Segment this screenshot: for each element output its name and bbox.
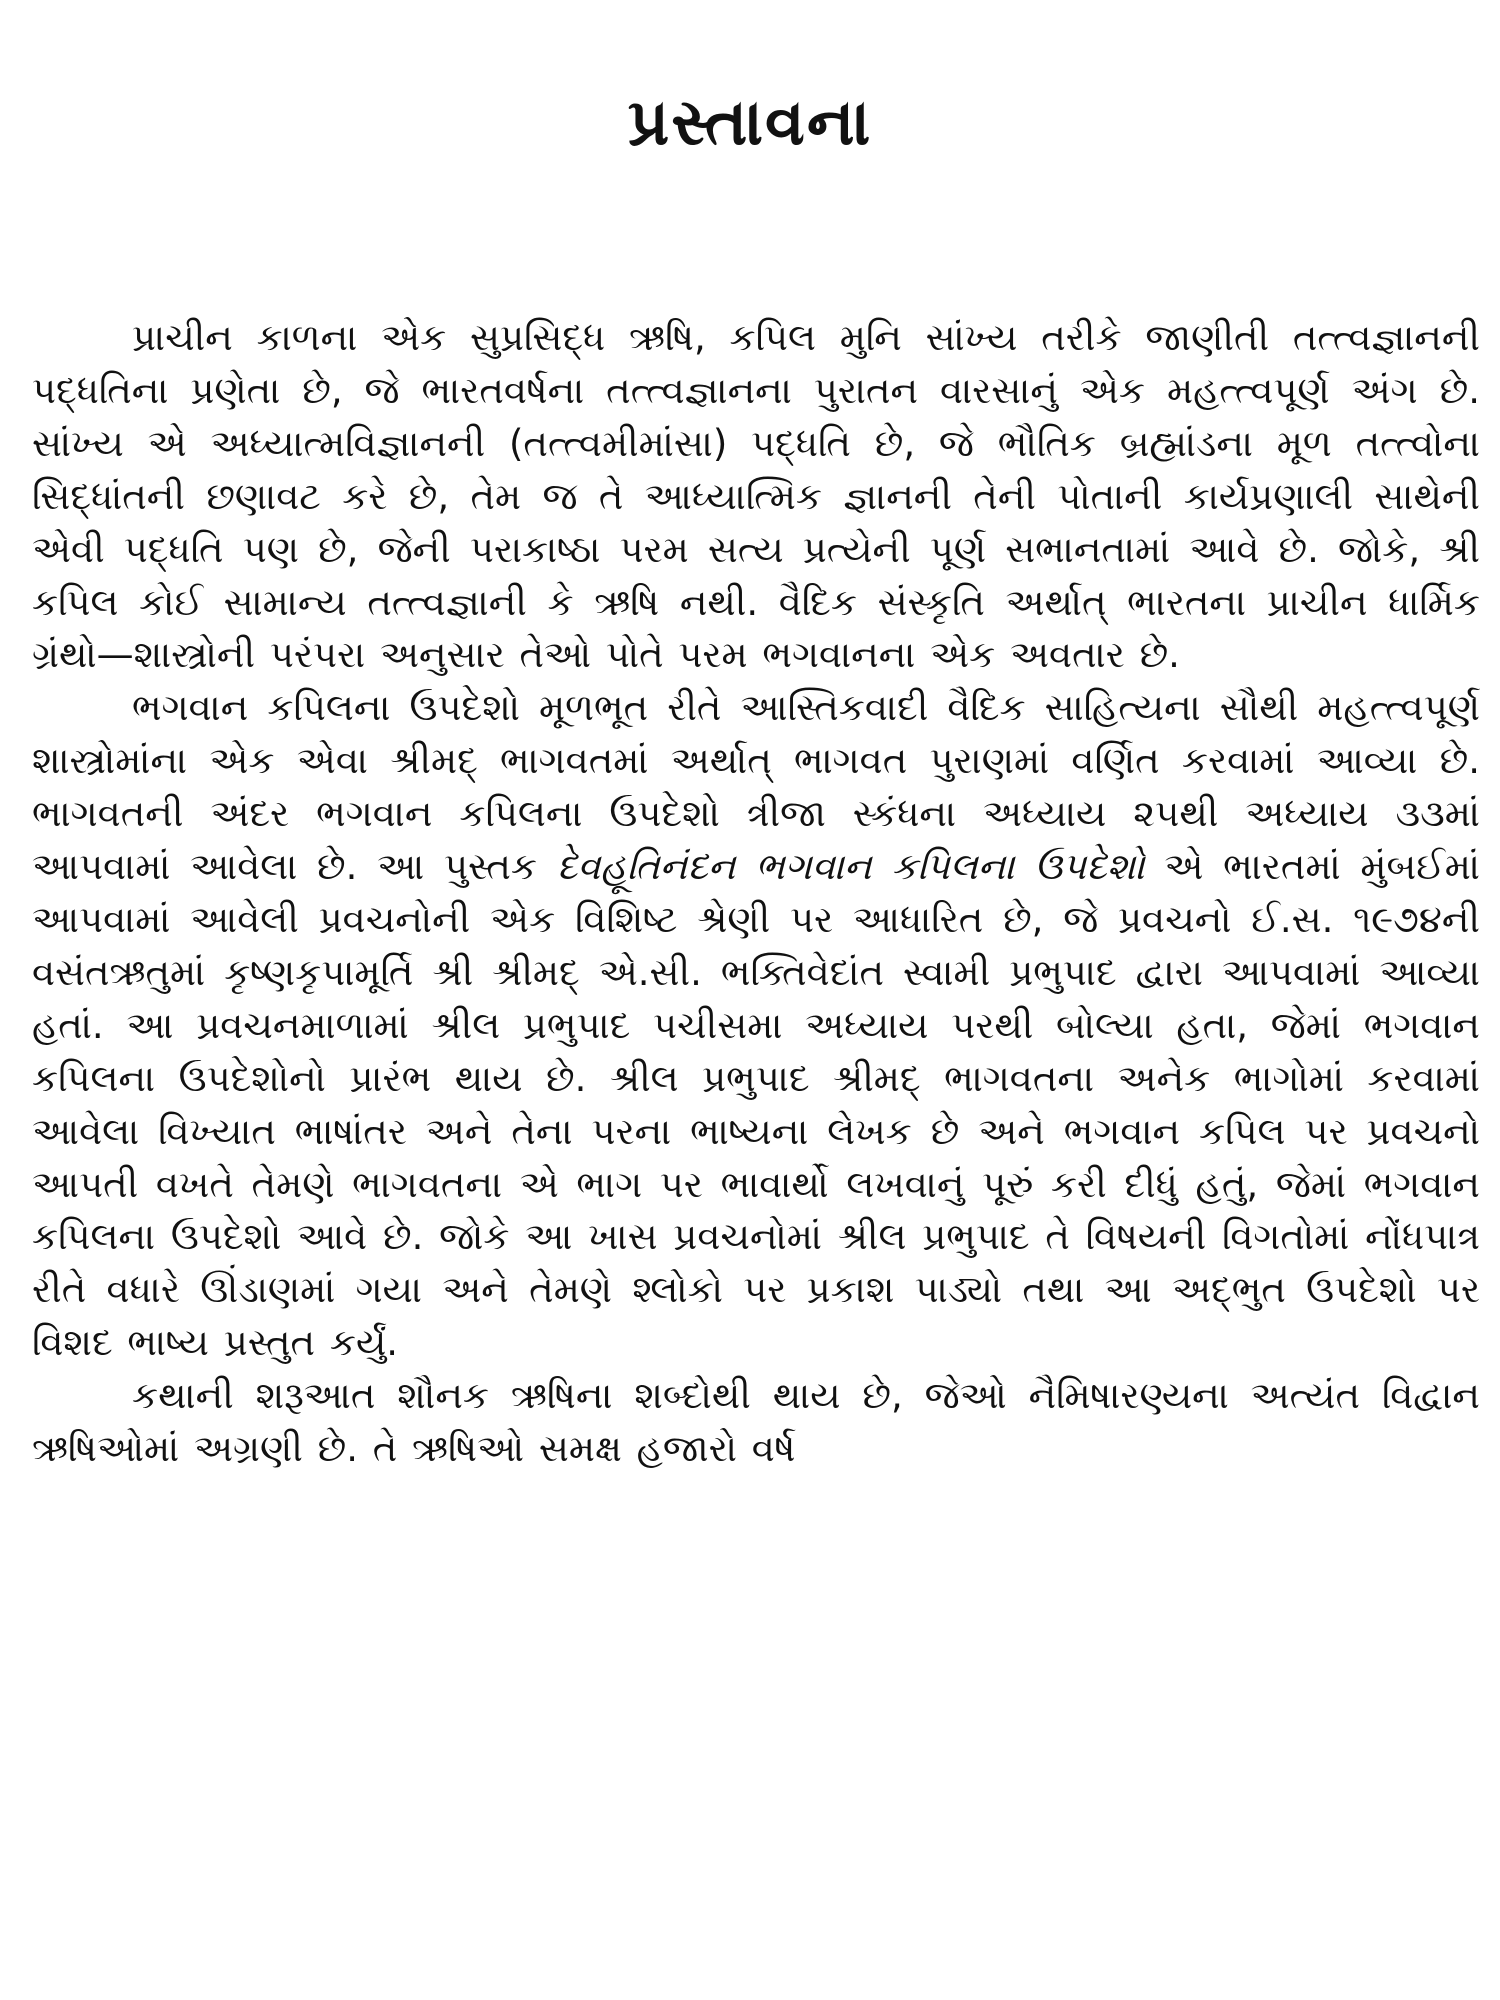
paragraph-1: પ્રાચીન કાળના એક સુપ્રસિદ્ધ ઋષિ, કપિલ મુનિ સાંખ્ય તરીકે જાણીતી તત્ત્વજ્ઞાનની પદ્ધતિના પ્રણેતા છે, જે ભારતવર્ષના તત્ત્વજ્ઞાનના પુરાતન વારસાનું એક મહત્ત્વપૂર્ણ અંગ છે. સાંખ્ય એ અધ્યાત્મવિજ્ઞાનની (તત્ત્વમીમાંસા) પદ્ધતિ છે, જે ભૌતિક બ્રહ્માંડના મૂળ તત્ત્વોના સિદ્ધાંતની છણાવટ કરે છે, તેમ જ તે આધ્યાત્મિક જ્ઞાનની તેની પોતાની કાર્યપ્રણાલી સાથેની એવી પદ્ધતિ પણ છે, જેની પરાકાષ્ઠા પરમ સત્ય પ્રત્યેની પૂર્ણ સભાનતામાં આવે છે. જોકે, શ્રી કપિલ કોઈ સામાન્ય તત્ત્વજ્ઞાની કે ઋષિ નથી. વૈદિક સંસ્કૃતિ અર્થાત્ ભારતના પ્રાચીન ધાર્મિક ગ્રંથો—શાસ્ત્રોની પરંપરા અનુસાર તેઓ પોતે પરમ ભગવાનના એક અવતાર છે. [32,316,1480,677]
book-title-italic: દેવહૂતિનંદન ભગવાન કપિલના ઉપદેશો [556,845,1145,889]
page-title: પ્રસ્તાવના [627,86,873,160]
paragraph-2-text-b: એ ભારતમાં મુંબઈમાં આપવામાં આવેલી પ્રવચનોની એક વિશિષ્ટ શ્રેણી પર આધારિત છે, જે પ્રવચનો ઈ.સ. ૧૯૭૪ની વસંતઋતુમાં કૃષ્ણકૃપામૂર્તિ શ્રી શ્રીમદ્ એ.સી. ભક્તિવેદાંત સ્વામી પ્રભુપાદ દ્વારા આપવામાં આવ્યા હતાં. આ પ્રવચનમાળામાં શ્રીલ પ્રભુપાદ પચીસમા અધ્યાય પરથી બોલ્યા હતા, જેમાં ભગવાન કપિલના ઉપદેશોનો પ્રારંભ થાય છે. શ્રીલ પ્રભુપાદ શ્રીમદ્ ભાગવતના અનેક ભાગોમાં કરવામાં આવેલા વિખ્યાત ભાષાંતર અને તેના પરના ભાષ્યના લેખક છે અને ભગવાન કપિલ પર પ્રવચનો આપતી વખતે તેમણે ભાગવતના એ ભાગ પર ભાવાર્થો લખવાનું પૂરું કરી દીધું હતું, જેમાં ભગવાન કપિલના ઉપદેશો આવે છે. જોકે આ ખાસ પ્રવચનોમાં શ્રીલ પ્રભુપાદ તે વિષયની વિગતોમાં નોંધપાત્ર રીતે વધારે ઊંડાણમાં ગયા અને તેમણે શ્લોકો પર પ્રકાશ પાડ્યો તથા આ અદ્ભુત ઉપદેશો પર વિશદ ભાષ્ય પ્રસ્તુત કર્યું. [32,845,1480,1365]
document-body [32,312,1480,1476]
paragraph-2 [32,682,1480,1370]
paragraph-2-text-a: ભગવાન કપિલના ઉપદેશો મૂળભૂત રીતે આસ્તિકવાદી વૈદિક સાહિત્યના સૌથી મહત્ત્વપૂર્ણ શાસ્ત્રોમાંના એક એવા શ્રીમદ્ ભાગવતમાં અર્થાત્ ભાગવત પુરાણમાં વર્ણિત કરવામાં આવ્યા છે. ભાગવતની અંદર ભગવાન કપિલના ઉપદેશો ત્રીજા સ્કંધના અધ્યાય ૨૫થી અધ્યાય ૩૩માં આપવામાં આવેલા છે. આ પુસ્તક [32,686,1480,889]
paragraph-3: કથાની શરૂઆત શૌનક ઋષિના શબ્દોથી થાય છે, જેઓ નૈમિષારણ્યના અત્યંત વિદ્વાન ઋષિઓમાં અગ્રણી છે. તે ઋષિઓ સમક્ષ હજારો વર્ષ [32,1374,1480,1471]
